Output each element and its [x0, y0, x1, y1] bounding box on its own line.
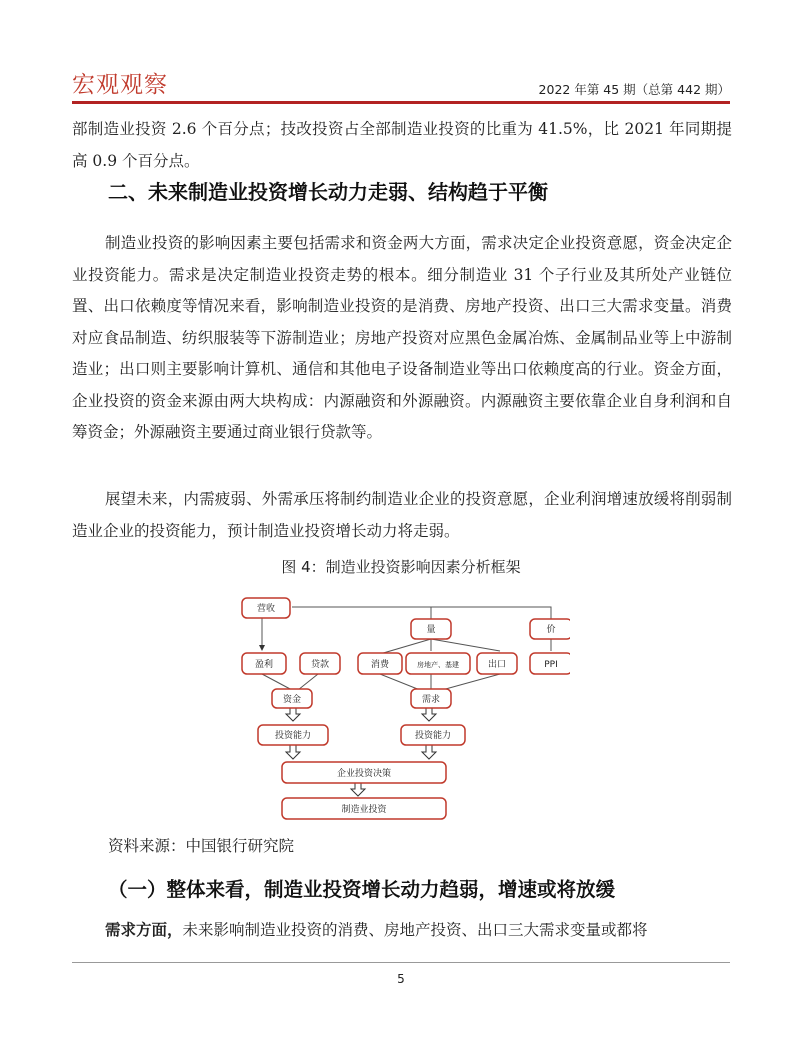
label-ppi: PPI	[544, 660, 558, 670]
header-divider	[72, 101, 730, 104]
label-manufacturing-investment: 制造业投资	[341, 805, 387, 815]
paragraph-factors: 制造业投资的影响因素主要包括需求和资金两大方面，需求决定企业投资意愿，资金决定企业投资能力。需求是决定制造业投资走势的根本。细分制造业 31 个子行业及其所处产业链位置、出口依赖度等情况来看，影响制造业投资的是消费、房地产投资、出口三大需求变量。消费对应食品制造、纺织服装等下游制造业；房地产投资对应黑色金属冶炼、金属制品业等上中游制造业；出口则主要影响计算机、通信和其他电子设备制造业等出口依赖度高的行业。资金方面，企业投资的资金来源由两大块构成：内源融资和外源融资。内源融资主要依靠企业自身利润和自筹资金；外源融资主要通过商业银行贷款等。	[72, 234, 732, 441]
label-demand: 需求	[421, 695, 441, 705]
label-capacity-right: 投资能力	[414, 731, 452, 741]
paragraph-demand-text: 未来影响制造业投资的消费、房地产投资、出口三大需求变量或都将	[182, 921, 648, 939]
figure-title: 图 4：制造业投资影响因素分析框架	[281, 558, 521, 576]
label-capital: 资金	[282, 695, 302, 705]
connector	[380, 639, 431, 654]
down-arrow-icon	[286, 745, 300, 759]
footer-divider	[72, 962, 730, 963]
paragraph-outlook: 展望未来，内需疲弱、外需承压将制约制造业企业的投资意愿，企业利润增速放缓将削弱制造业企业的投资能力，预计制造业投资增长动力将走弱。	[72, 490, 732, 540]
down-arrow-icon	[351, 783, 365, 796]
connector	[442, 674, 500, 690]
down-arrow-icon	[422, 708, 436, 721]
connector	[298, 674, 318, 690]
label-volume: 量	[426, 625, 436, 635]
label-profit: 盈利	[254, 660, 274, 670]
connector	[380, 674, 420, 690]
label-decision: 企业投资决策	[336, 769, 392, 779]
label-loan: 贷款	[310, 660, 330, 670]
connector	[292, 607, 551, 619]
label-export: 出口	[487, 660, 507, 670]
label-price: 价	[546, 625, 556, 635]
paragraph-intro: 部制造业投资 2.6 个百分点；技改投资占全部制造业投资的比重为 41.5%，比 2021 年同期提高 0.9 个百分点。	[72, 120, 732, 170]
label-real-estate: 房地产、基建	[417, 661, 459, 669]
paragraph-demand	[72, 914, 732, 947]
framework-diagram	[230, 590, 570, 830]
subsection-heading: （一）整体来看，制造业投资增长动力趋弱，增速或将放缓	[108, 878, 616, 901]
report-title: 宏观观察	[72, 72, 168, 98]
issue-number: 2022 年第 45 期（总第 442 期）	[538, 82, 730, 97]
connector	[431, 639, 500, 651]
paragraph-demand-lead: 需求方面，	[105, 920, 183, 939]
label-consumption: 消费	[370, 660, 390, 670]
label-revenue: 营收	[256, 604, 276, 614]
down-arrow-icon	[422, 745, 436, 759]
down-arrow-icon	[286, 708, 300, 721]
connector	[262, 674, 292, 690]
label-capacity-left: 投资能力	[274, 731, 312, 741]
figure-source: 资料来源：中国银行研究院	[108, 837, 295, 855]
page-number: 5	[397, 972, 405, 986]
section-heading: 二、未来制造业投资增长动力走弱、结构趋于平衡	[108, 180, 548, 204]
